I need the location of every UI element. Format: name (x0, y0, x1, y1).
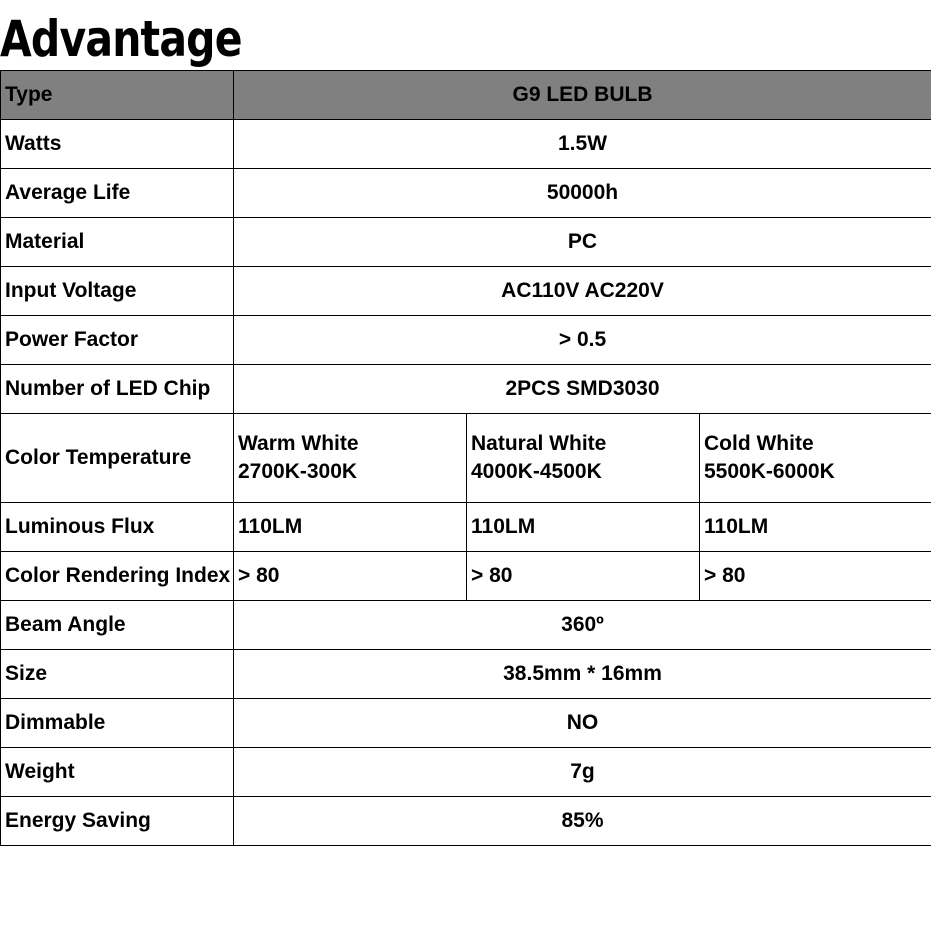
spec-value: 7g (234, 748, 931, 797)
table-row (1, 365, 931, 414)
table-row (1, 218, 931, 267)
spec-value: 2PCS SMD3030 (234, 365, 931, 414)
spec-value: G9 LED BULB (234, 71, 931, 120)
table-row-luminous-flux (1, 503, 931, 552)
spec-label: Energy Saving (1, 797, 234, 846)
color-temp-name: Natural White (471, 432, 607, 455)
spec-value: > 80 (467, 552, 700, 601)
table-row-color-temperature (1, 414, 931, 503)
spec-value: 110LM (467, 503, 700, 552)
spec-label: Color Rendering Index (1, 552, 234, 601)
spec-value: 85% (234, 797, 931, 846)
spec-table (0, 70, 931, 846)
color-temp-warm (234, 414, 467, 503)
spec-value: AC110V AC220V (234, 267, 931, 316)
spec-label: Power Factor (1, 316, 234, 365)
spec-value: 110LM (700, 503, 931, 552)
spec-value: 110LM (234, 503, 467, 552)
color-temp-natural (467, 414, 700, 503)
spec-label: Dimmable (1, 699, 234, 748)
spec-value: > 80 (700, 552, 931, 601)
spec-label: Average Life (1, 169, 234, 218)
spec-value: NO (234, 699, 931, 748)
table-row (1, 650, 931, 699)
table-row (1, 316, 931, 365)
color-temp-range: 2700K-300K (238, 460, 358, 483)
table-row (1, 748, 931, 797)
page-title: Advantage (0, 10, 242, 68)
spec-value: PC (234, 218, 931, 267)
spec-label: Weight (1, 748, 234, 797)
spec-label: Number of LED Chip (1, 365, 234, 414)
spec-label: Color Temperature (1, 414, 234, 503)
spec-label: Input Voltage (1, 267, 234, 316)
color-temp-name: Cold White (704, 432, 814, 455)
spec-value: 50000h (234, 169, 931, 218)
spec-label: Type (1, 71, 234, 120)
color-temp-cold (700, 414, 931, 503)
table-row (1, 169, 931, 218)
color-temp-range: 5500K-6000K (704, 460, 835, 483)
spec-value: 1.5W (234, 120, 931, 169)
spec-label: Watts (1, 120, 234, 169)
table-row (1, 267, 931, 316)
table-row-color-rendering (1, 552, 931, 601)
table-row (1, 120, 931, 169)
spec-label: Material (1, 218, 234, 267)
color-temp-range: 4000K-4500K (471, 460, 602, 483)
spec-label: Size (1, 650, 234, 699)
spec-value: 360º (234, 601, 931, 650)
color-temp-name: Warm White (238, 432, 359, 455)
table-row (1, 601, 931, 650)
table-row (1, 797, 931, 846)
spec-label: Luminous Flux (1, 503, 234, 552)
spec-label: Beam Angle (1, 601, 234, 650)
table-header-row (1, 71, 931, 120)
spec-value: 38.5mm * 16mm (234, 650, 931, 699)
table-row (1, 699, 931, 748)
spec-value: > 0.5 (234, 316, 931, 365)
spec-value: > 80 (234, 552, 467, 601)
